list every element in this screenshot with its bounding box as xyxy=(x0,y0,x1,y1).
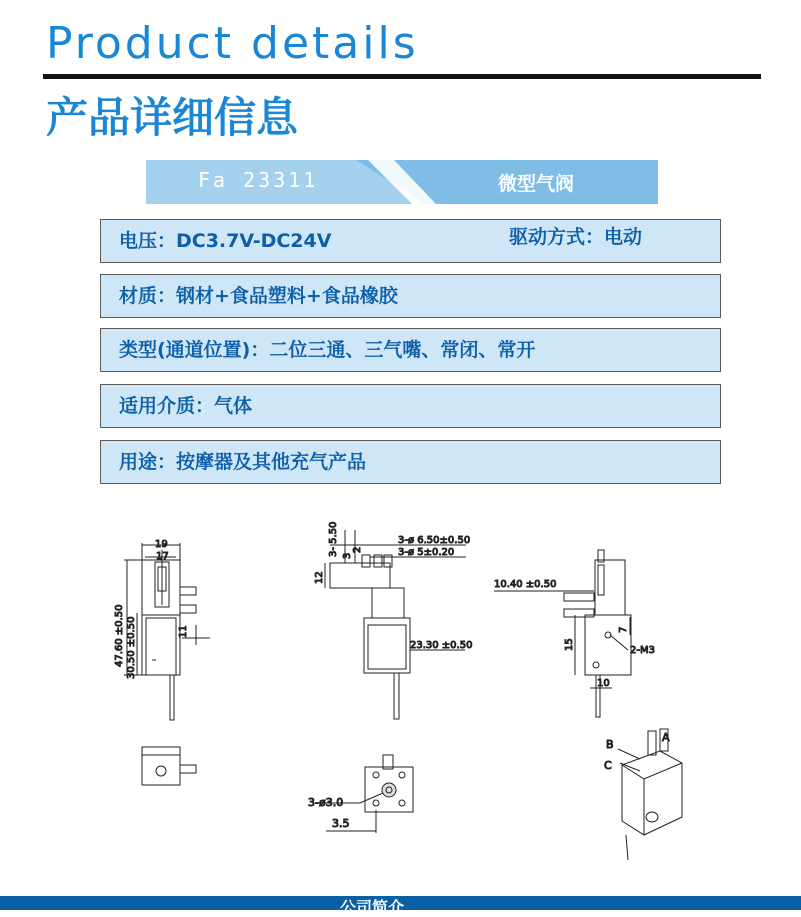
dim-right-15: 15 xyxy=(564,638,575,651)
footer-title: 公司简介 xyxy=(340,898,405,917)
dim-front-body: 30.50 ±0.50 xyxy=(126,616,137,679)
spec-type: 类型(通道位置)：二位三通、三气嘴、常闭、常开 xyxy=(119,339,536,361)
top-view-drawing xyxy=(142,747,196,785)
dim-side-55: 3- 5.50 xyxy=(328,521,339,557)
dim-front-19: 19 xyxy=(155,539,168,550)
spec-usage: 用途：按摩器及其他充气产品 xyxy=(119,451,367,473)
model-banner xyxy=(146,160,658,204)
dim-side-dia5: 3-ø 5±0.20 xyxy=(398,547,455,558)
spec-row-medium xyxy=(100,384,721,428)
dim-bottom-35: 3.5 xyxy=(332,817,350,830)
technical-drawings xyxy=(0,505,801,875)
dim-front-11: 11 xyxy=(178,625,189,638)
dim-bottom-dia3: 3-ø3.0 xyxy=(308,796,344,809)
product-type: 微型气阀 xyxy=(498,173,575,195)
dim-side-3: 3 xyxy=(342,552,353,559)
dim-side-dia65: 3-ø 6.50±0.50 xyxy=(398,535,471,546)
spec-row-voltage xyxy=(100,219,721,263)
spec-row-type xyxy=(100,328,721,372)
page-title-en: Product details xyxy=(46,18,419,69)
spec-medium: 适用介质：气体 xyxy=(119,395,253,417)
iso-label-c: C xyxy=(604,759,612,772)
model-number: Fa 23311 xyxy=(198,168,319,192)
dim-right-m3: 2-M3 xyxy=(630,645,655,656)
dim-right-10: 10 xyxy=(597,678,610,689)
title-divider xyxy=(43,74,761,79)
isometric-view-drawing xyxy=(618,729,682,860)
spec-row-usage xyxy=(100,440,721,484)
dim-side-12: 12 xyxy=(314,571,325,584)
dim-right-7: 7 xyxy=(618,626,629,633)
dim-right-104: 10.40 ±0.50 xyxy=(494,579,557,590)
dim-front-17: 17 xyxy=(156,551,169,562)
dim-front-height: 47.60 ±0.50 xyxy=(114,604,125,667)
dim-side-23: 23.30 ±0.50 xyxy=(410,640,473,651)
spec-material: 材质：钢材+食品塑料+食品橡胶 xyxy=(119,285,398,307)
iso-label-b: B xyxy=(606,738,614,751)
spec-drive: 驱动方式：电动 xyxy=(509,226,643,248)
spec-voltage: 电压：DC3.7V-DC24V xyxy=(119,230,332,252)
page-title-cn: 产品详细信息 xyxy=(46,93,299,142)
spec-row-material xyxy=(100,274,721,318)
iso-label-a: A xyxy=(662,731,670,744)
dim-side-2: 2 xyxy=(352,546,363,553)
footer-bar xyxy=(0,896,801,917)
right-view-drawing xyxy=(494,550,631,717)
